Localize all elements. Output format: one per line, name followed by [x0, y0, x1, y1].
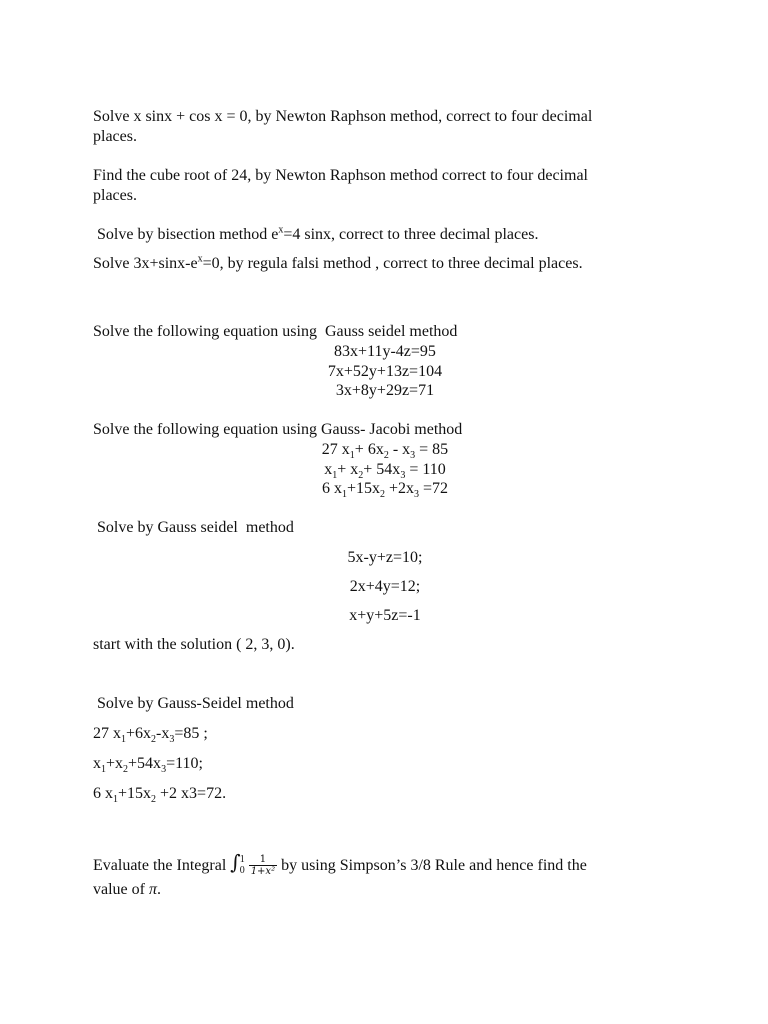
question-6-equation-3: 6 $x_1+15x_2 +2x_3 =72$: [321, 480, 449, 501]
question-4-text-post: =0, by regula falsi method , correct to three decimal places.: [202, 255, 583, 272]
integral-limits: [240, 854, 245, 876]
question-7-footer: start with the solution ( 2, 3, 0).: [93, 636, 295, 653]
question-9-line-1: [93, 850, 587, 879]
question-9-text-post: by using Simpson’s 3/8 Rule and hence find the: [277, 857, 587, 875]
question-8-equation-2: $x_1+x_2+54x_3=110$;: [93, 755, 203, 776]
question-5-equation-1: 83x+11y-4z=95: [334, 343, 436, 360]
question-7-equation-3: x+y+5z=-1: [349, 607, 421, 624]
question-5-equation-2: 7x+52y+13z=104: [327, 363, 443, 380]
question-9-text-pre: Evaluate the Integral: [93, 857, 231, 875]
question-6-equation-1: 27 $x_1+ 6x_2 - x_3 = 85$: [321, 441, 449, 462]
question-7-title: Solve by Gauss seidel method: [93, 519, 294, 536]
question-6-title: Solve the following equation using Gauss- Jacobi method: [93, 421, 463, 438]
question-3-text-post: =4 sinx, correct to three decimal places.: [283, 226, 539, 243]
fraction-denominator: 1+x²: [250, 865, 276, 877]
question-7-equation-1: 5x-y+z=10;: [347, 549, 423, 566]
question-8-equation-3: 6 $x_1+15x_2 +2$ x3=72.: [93, 785, 227, 806]
question-4-text-pre: Solve 3x+sinx-e: [93, 255, 198, 272]
question-6-equation-2: $x_1+ x_2+ 54x_3 = 110$: [324, 461, 446, 482]
question-3-exponent: x: [278, 224, 284, 236]
question-1-line-1: Solve x sinx + cos x = 0, by Newton Raphson method, correct to four decimal: [93, 108, 593, 125]
integral-lower-limit: 0: [239, 865, 245, 877]
question-4-exponent: x: [197, 253, 203, 265]
question-8-equation-1: 27 $x_1+6x_2-x_3=85$ ;: [93, 725, 208, 746]
integral-upper-limit: 1: [239, 854, 245, 866]
question-1-line-2: places.: [93, 128, 137, 145]
question-2-line-1: Find the cube root of 24, by Newton Raphson method correct to four decimal: [93, 167, 588, 184]
question-5-equation-3: 3x+8y+29z=71: [335, 382, 435, 399]
question-4: [93, 254, 583, 274]
question-3-text-pre: Solve by bisection method e: [93, 226, 279, 243]
integrand-fraction: [249, 854, 277, 877]
integral-sign: ∫: [230, 850, 241, 874]
question-3: [93, 225, 538, 245]
question-5-title: Solve the following equation using Gauss seidel method: [93, 323, 458, 340]
question-2-line-2: places.: [93, 187, 137, 204]
fraction-numerator: 1: [249, 854, 277, 866]
question-7-equation-2: 2x+4y=12;: [349, 578, 421, 595]
question-8-title: Solve by Gauss-Seidel method: [93, 695, 294, 712]
question-9-line-2: value of π.: [93, 881, 161, 898]
integral-expression: [230, 852, 277, 877]
pi-symbol: π: [148, 881, 157, 898]
